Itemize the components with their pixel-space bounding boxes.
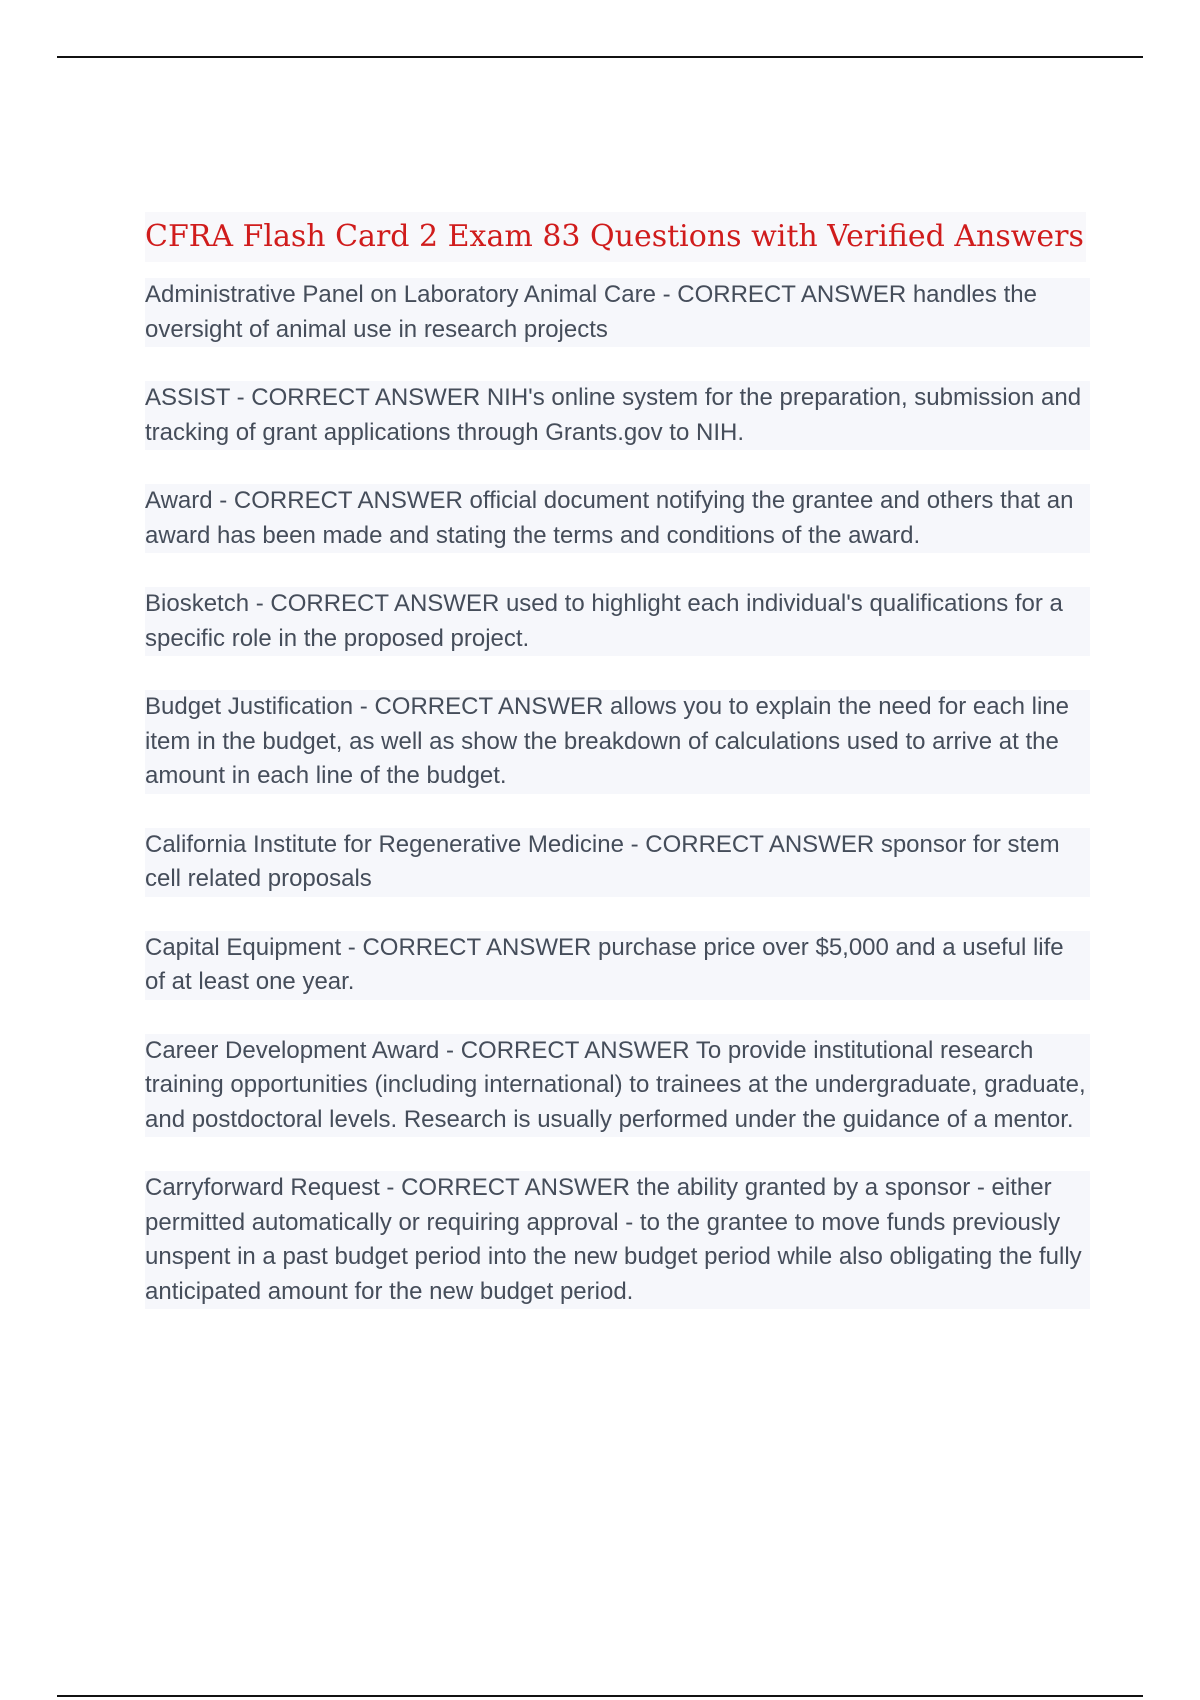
qa-entry-capital-equipment: Capital Equipment - CORRECT ANSWER purchase price over $5,000 and a useful life of at least one year. <box>145 931 1090 1000</box>
qa-entry-award: Award - CORRECT ANSWER official document notifying the grantee and others that an award has been made and stating the terms and conditions of the award. <box>145 484 1090 553</box>
document-title: CFRA Flash Card 2 Exam 83 Questions with Verified Answers <box>145 212 1086 262</box>
top-rule <box>57 56 1143 58</box>
qa-entry-cirm: California Institute for Regenerative Medicine - CORRECT ANSWER sponsor for stem cell related proposals <box>145 828 1090 897</box>
bottom-rule <box>57 1695 1143 1697</box>
qa-entry-administrative-panel: Administrative Panel on Laboratory Animal Care - CORRECT ANSWER handles the oversight of animal use in research projects <box>145 278 1090 347</box>
qa-entry-biosketch: Biosketch - CORRECT ANSWER used to highlight each individual's qualifications for a specific role in the proposed project. <box>145 587 1090 656</box>
document-body <box>145 212 1090 1343</box>
qa-entry-carryforward-request: Carryforward Request - CORRECT ANSWER the ability granted by a sponsor - either permitted automatically or requiring approval - to the grantee to move funds previously unspent in a past budget period into the new budget period while also obligating the fully anticipated amount for the new budget period. <box>145 1171 1090 1309</box>
qa-entry-assist: ASSIST - CORRECT ANSWER NIH's online system for the preparation, submission and tracking of grant applications through Grants.gov to NIH. <box>145 381 1090 450</box>
qa-entry-career-development-award: Career Development Award - CORRECT ANSWER To provide institutional research training opportunities (including international) to trainees at the undergraduate, graduate, and postdoctoral levels. Research is usually performed under the guidance of a mentor. <box>145 1034 1090 1138</box>
qa-entry-budget-justification: Budget Justification - CORRECT ANSWER allows you to explain the need for each line item in the budget, as well as show the breakdown of calculations used to arrive at the amount in each line of the budget. <box>145 690 1090 794</box>
